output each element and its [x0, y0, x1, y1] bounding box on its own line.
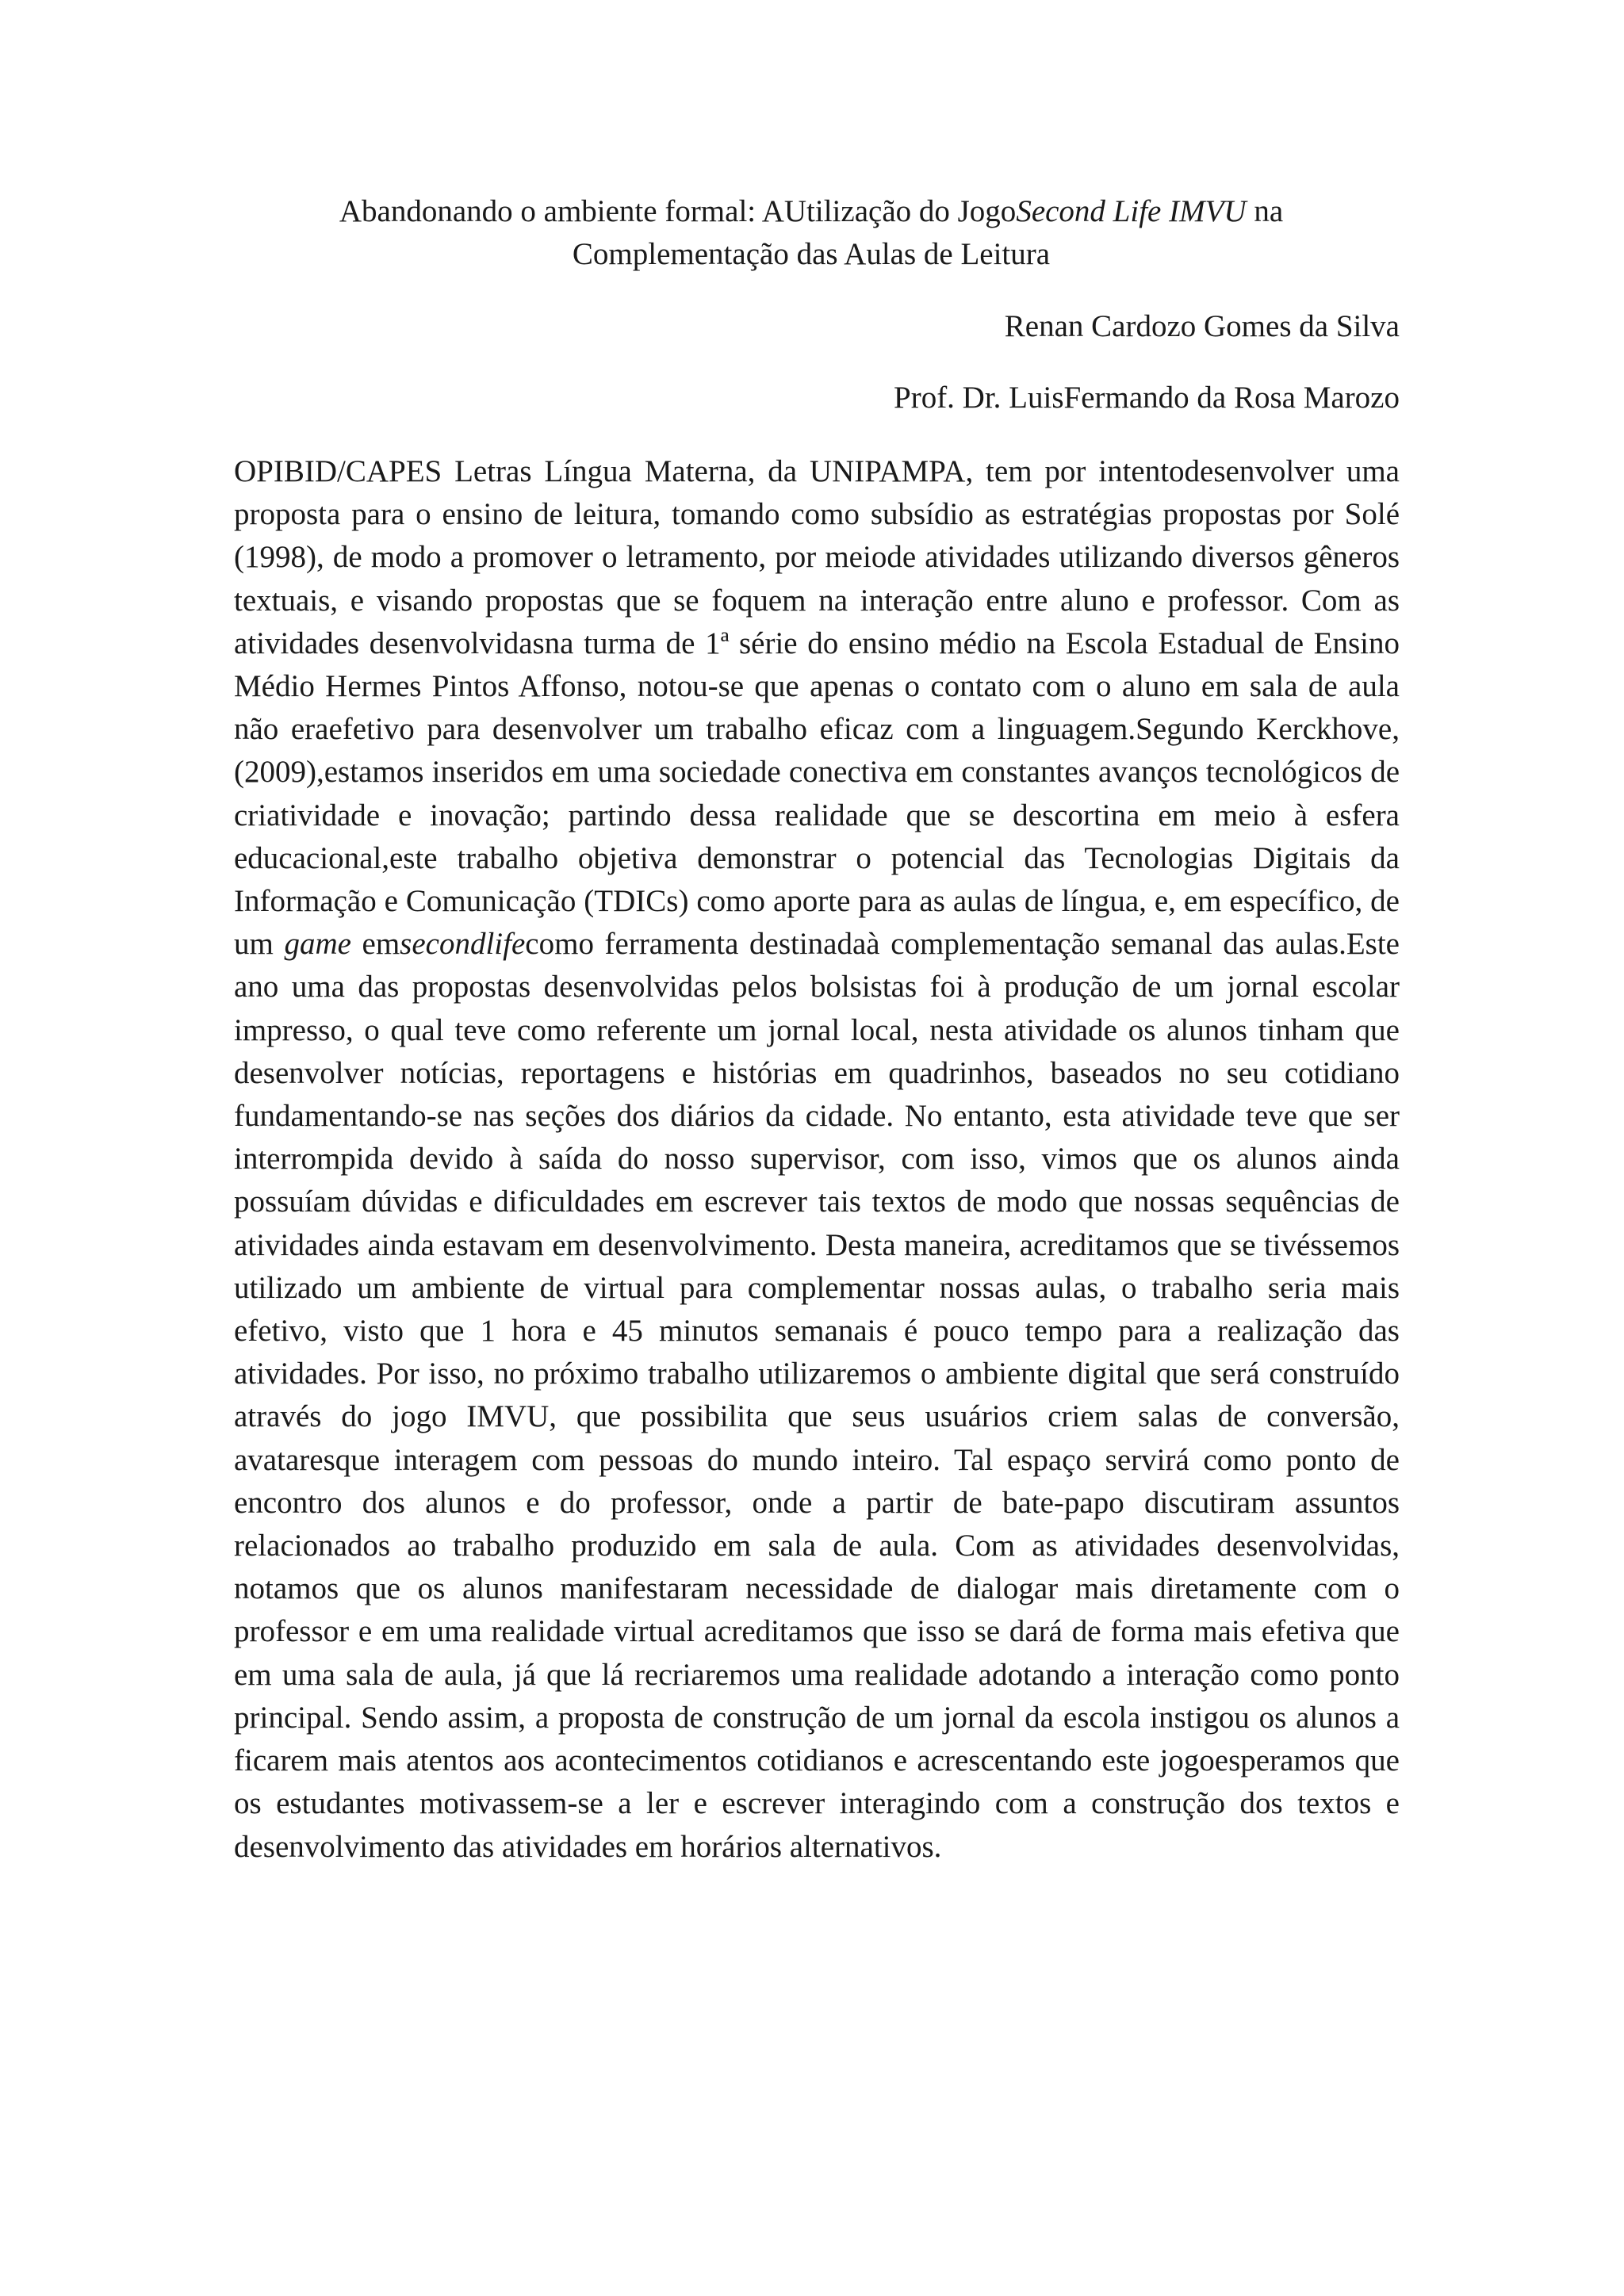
title-text-part1: Abandonando o ambiente formal: AUtilização do Jogo — [339, 194, 1017, 228]
document-title — [230, 190, 1392, 276]
title-text-part2: na — [1246, 194, 1284, 228]
abstract-paragraph — [234, 450, 1400, 1869]
title-italic-game-name: Second Life IMVU — [1016, 194, 1247, 228]
abstract-segment-1: OPIBID/CAPES Letras Língua Materna, da UNIPAMPA, tem por intentodesenvolver uma proposta para o ensino de leitura, tomando como subsídio as estratégias propostas por Solé (1998), de modo a promover o letramento, por meiode atividades utilizando diversos gêneros textuais, e visando propostas que se foquem na interação entre aluno e professor. Com as atividades desenvolvidasna turma de 1ª série do ensino médio na Escola Estadual de Ensino Médio Hermes Pintos Affonso, notou-se que apenas o contato com o aluno em sala de aula não eraefetivo para desenvolver um trabalho eficaz com a linguagem.Segundo Kerckhove, (2009),estamos inseridos em uma sociedade conectiva em constantes avanços tecnológicos de criatividade e inovação; partindo dessa realidade que se descortina em meio à esfera educacional,este trabalho objetiva demonstrar o potencial das Tecnologias Digitais da Informação e Comunicação (TDICs) como aporte para as aulas de língua, e, em específico, de um — [234, 454, 1400, 962]
abstract-segment-2: em — [350, 927, 400, 962]
author-advisor: Prof. Dr. LuisFermando da Rosa Marozo — [894, 381, 1400, 415]
abstract-italic-secondlife: secondlife — [400, 927, 526, 962]
abstract-segment-3: como ferramenta destinadaà complementação semanal das aulas.Este ano uma das propostas desenvolvidas pelos bolsistas foi à produção de um jornal escolar impresso, o qual teve como referente um jornal local, nesta atividade os alunos tinham que desenvolver notícias, reportagens e histórias em quadrinhos, baseados no seu cotidiano fundamentando-se nas seções dos diários da cidade. No entanto, esta atividade teve que ser interrompida devido à saída do nosso supervisor, com isso, vimos que os alunos ainda possuíam dúvidas e dificuldades em escrever tais textos de modo que nossas sequências de atividades ainda estavam em desenvolvimento. Desta maneira, acreditamos que se tivéssemos utilizado um ambiente de virtual para complementar nossas aulas, o trabalho seria mais efetivo, visto que 1 hora e 45 minutos semanais é pouco tempo para a realização das atividades. Por isso, no próximo trabalho utilizaremos o ambiente digital que será construído através do jogo IMVU, que possibilita que seus usuários criem salas de conversão, avataresque interagem com pessoas do mundo inteiro. Tal espaço servirá como ponto de encontro dos alunos e do professor, onde a partir de bate-papo discutiram assuntos relacionados ao trabalho produzido em sala de aula. Com as atividades desenvolvidas, notamos que os alunos manifestaram necessidade de dialogar mais diretamente com o professor e em uma realidade virtual acreditamos que isso se dará de forma mais efetiva que em uma sala de aula, já que lá recriaremos uma realidade adotando a interação como ponto principal. Sendo assim, a proposta de construção de um jornal da escola instigou os alunos a ficarem mais atentos aos acontecimentos cotidianos e acrescentando este jogoesperamos que os estudantes motivassem-se a ler e escrever interagindo com a construção dos textos e desenvolvimento das atividades em horários alternativos. — [234, 927, 1400, 1864]
abstract-italic-game: game — [284, 927, 351, 962]
author-student: Renan Cardozo Gomes da Silva — [1004, 309, 1400, 343]
title-text-line2: Complementação das Aulas de Leitura — [572, 237, 1051, 271]
